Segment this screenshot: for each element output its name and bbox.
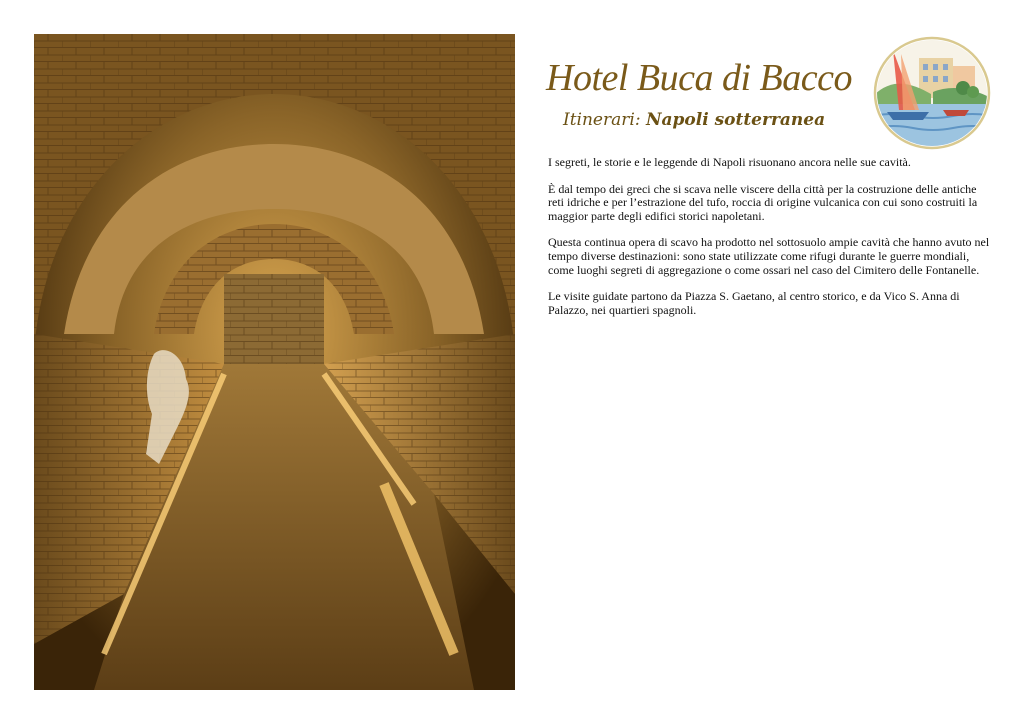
description-text <box>548 156 992 330</box>
paragraph-intro: I segreti, le storie e le leggende di Napoli risuonano ancora nelle sue cavità. <box>548 155 911 169</box>
paragraph-cavities: Questa continua opera di scavo ha prodotto nel sottosuolo ampie cavità che hanno avuto nel tempo diverse destinazioni: sono state utilizzate come rifugi durante le guerre mondiali, come luoghi segreti di aggregazione o come ossari nel caso del Cimitero delle Fontanelle. <box>548 235 990 277</box>
subtitle-prefix: Itinerari: <box>563 110 641 130</box>
hotel-name-title: Hotel Buca di Bacco <box>546 57 853 99</box>
hotel-watercolor-logo <box>873 36 991 150</box>
paragraph-history: È dal tempo dei greci che si scava nelle viscere della città per la costruzione delle antiche reti idriche e per l’estrazione del tufo, roccia di origine vulcanica con cui sono costruiti la maggior parte degli edifici storici napoletani. <box>548 181 978 223</box>
paragraph-tours: Le visite guidate partono da Piazza S. Gaetano, al centro storico, e da Vico S. Anna di Palazzo, nei quartieri spagnoli. <box>548 289 960 317</box>
subtitle-topic: Napoli sotterranea <box>645 110 826 130</box>
itinerary-subtitle <box>563 110 825 130</box>
underground-tunnel-photo <box>34 34 515 690</box>
